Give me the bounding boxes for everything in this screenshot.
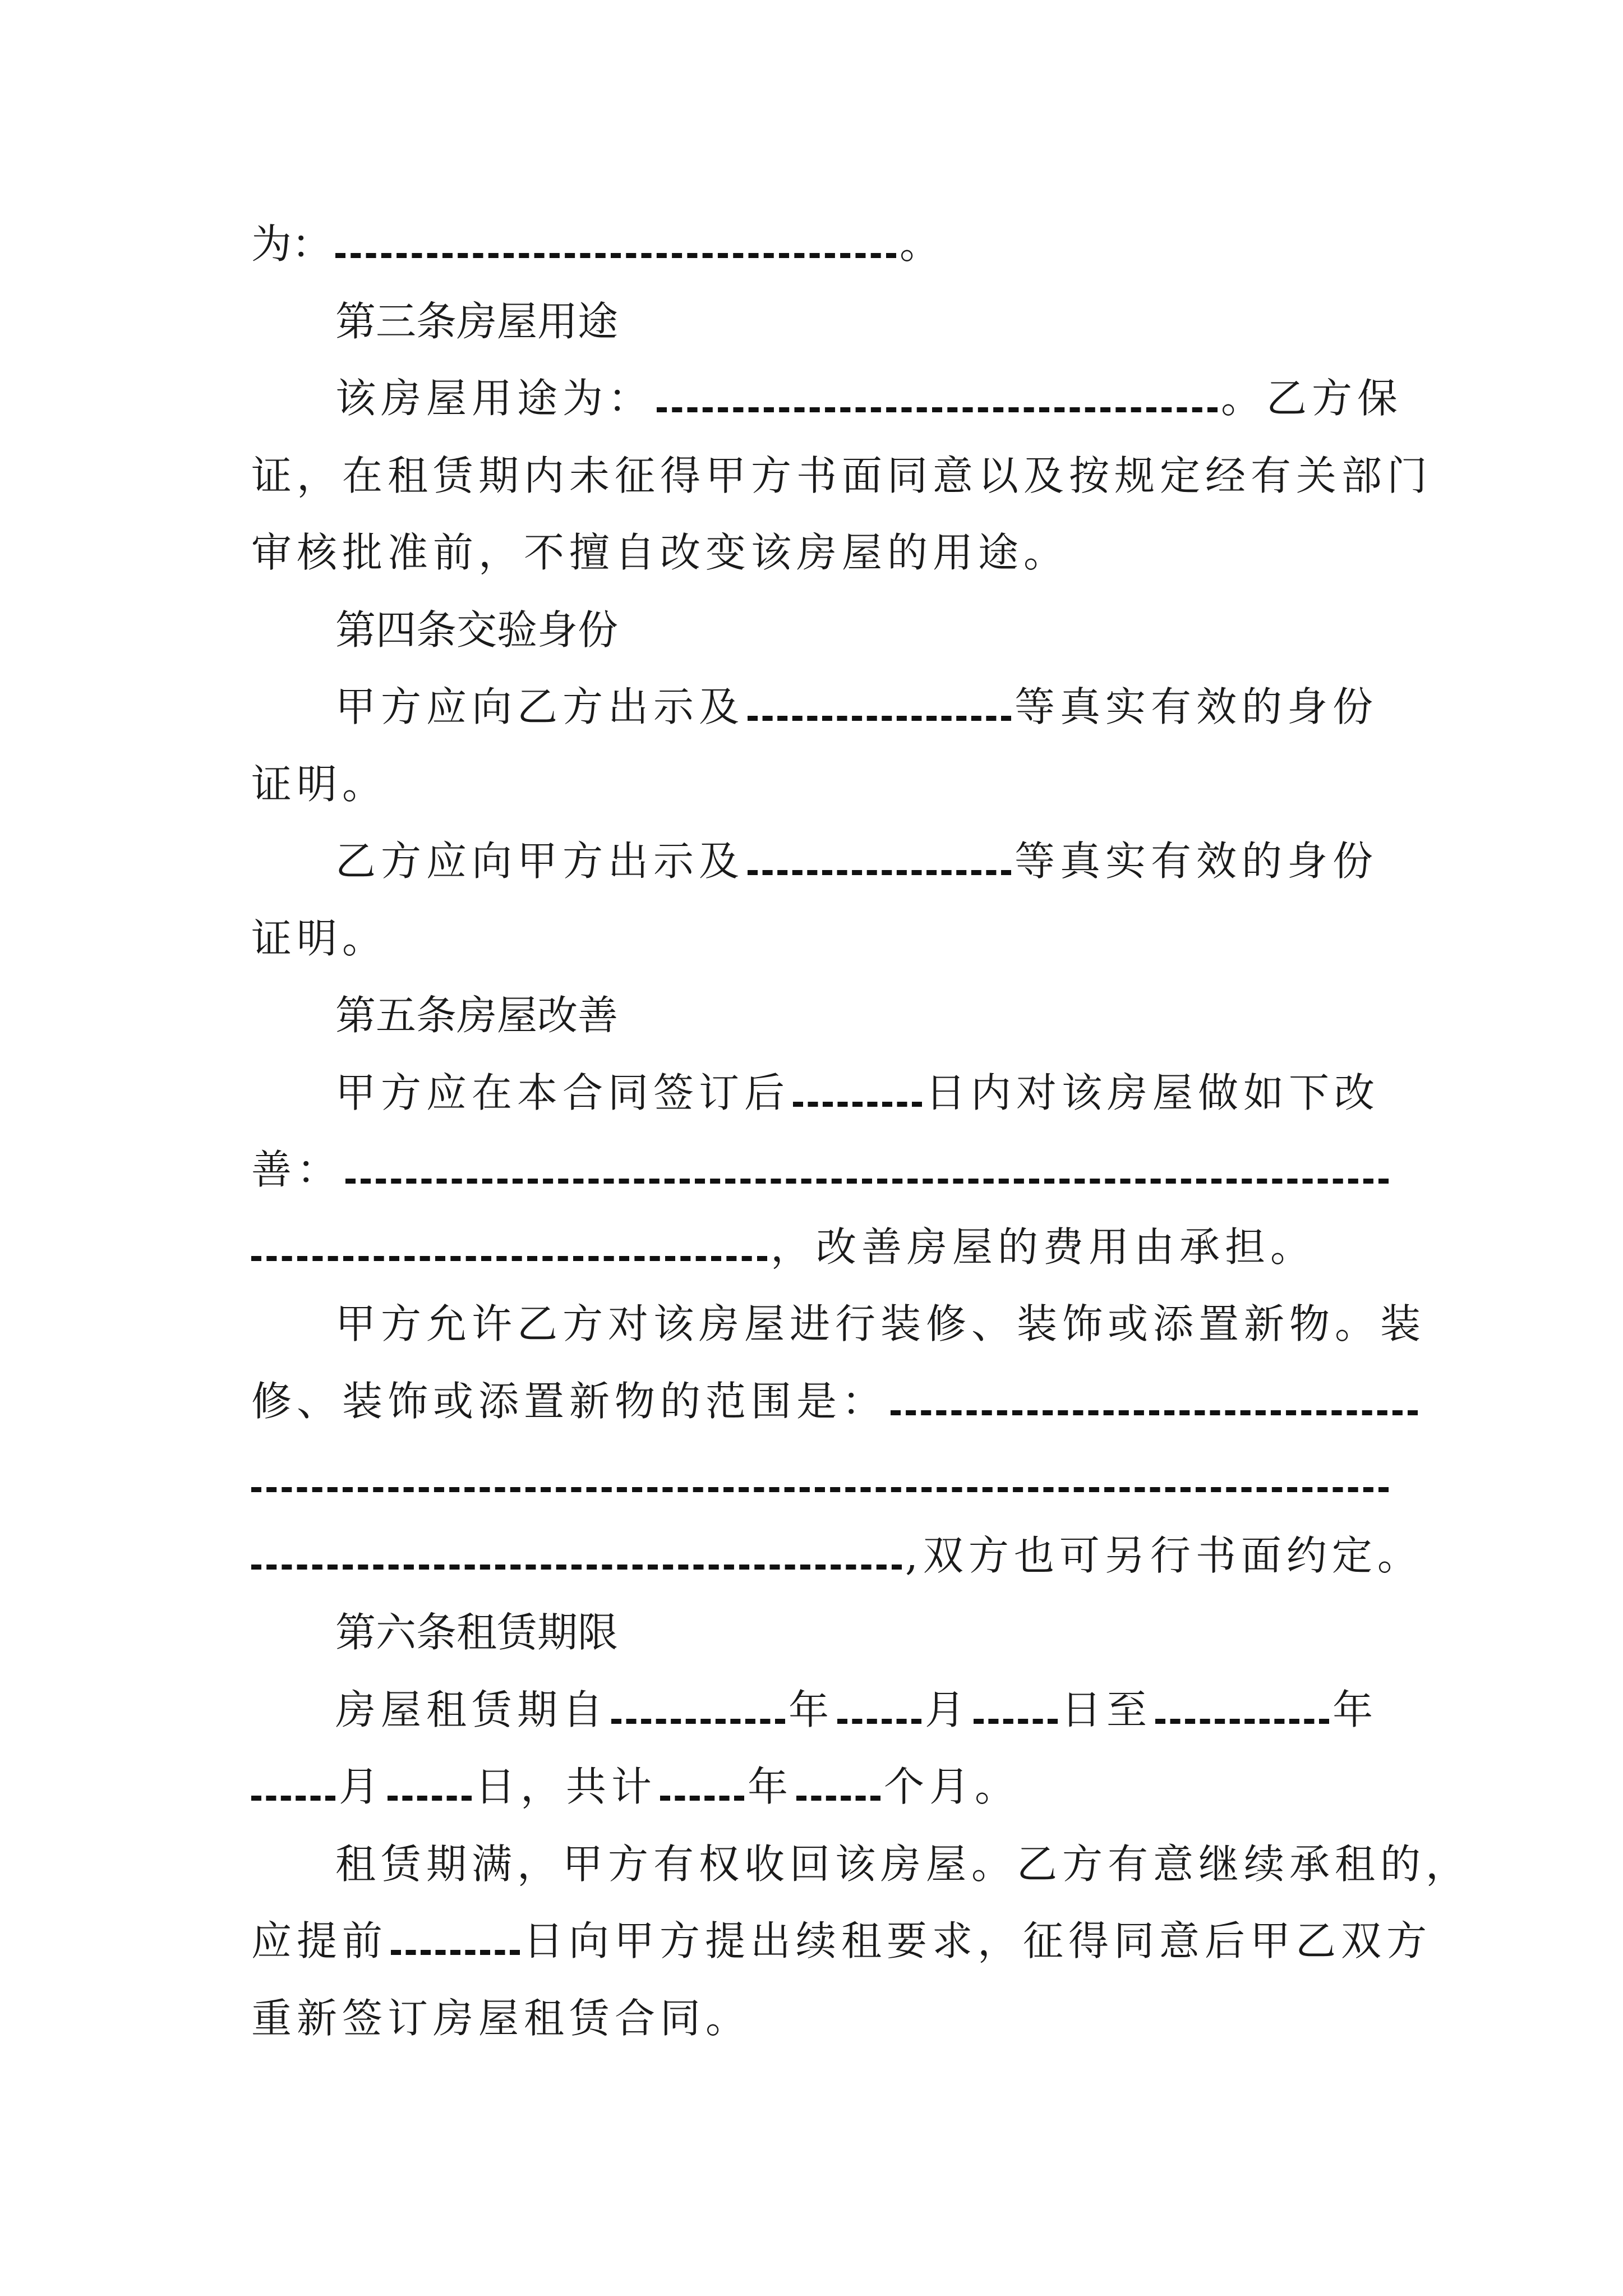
text-line xyxy=(335,365,1474,432)
text: 个月。 xyxy=(884,1763,1021,1810)
text: 年 xyxy=(789,1686,834,1733)
text-line xyxy=(335,673,1474,740)
text-line xyxy=(251,1213,1390,1281)
text: 日向甲方提出续租要求，征得同意后甲乙双方 xyxy=(523,1917,1432,1964)
blank-field xyxy=(974,1695,1058,1724)
text: 证明。 xyxy=(251,761,388,808)
section-heading-text: 第五条房屋改善 xyxy=(335,992,619,1039)
section-heading xyxy=(335,1599,1474,1666)
text: 重新签订房屋租赁合同。 xyxy=(251,1995,751,2042)
text-line xyxy=(251,1368,1390,1435)
text: 月 xyxy=(925,1686,971,1733)
text-line xyxy=(335,1830,1474,1898)
section-heading-text: 第六条租赁期限 xyxy=(335,1609,619,1656)
text-line xyxy=(335,1290,1474,1358)
blank-field xyxy=(657,383,1218,412)
text: 修、装饰或添置新物的范围是： xyxy=(251,1378,888,1425)
text-line xyxy=(335,827,1474,895)
blank-field xyxy=(251,1772,335,1801)
text-line xyxy=(251,751,1390,818)
section-heading xyxy=(335,288,1474,355)
blank-field xyxy=(251,1463,1389,1492)
text: 证，在租赁期内未征得甲方书面同意以及按规定经有关部门 xyxy=(251,452,1433,499)
text: 甲方应向乙方出示及 xyxy=(335,683,745,730)
text-line xyxy=(335,1059,1474,1126)
text-line xyxy=(251,1136,1390,1203)
text-line xyxy=(251,1907,1432,1975)
text: 乙方应向甲方出示及 xyxy=(335,838,745,885)
blank-field xyxy=(748,692,1011,721)
text: 租赁期满，甲方有权收回该房屋。乙方有意继续承租的， xyxy=(335,1841,1472,1888)
blank-field xyxy=(748,846,1011,875)
text: 甲方应在本合同签订后 xyxy=(335,1069,790,1116)
blank-field xyxy=(335,229,896,258)
blank-field xyxy=(796,1772,880,1801)
text: 善： xyxy=(251,1146,343,1193)
blank-field xyxy=(611,1695,785,1724)
text-line xyxy=(251,1522,1423,1589)
text: 审核批准前，不擅自改变该房屋的用途。 xyxy=(251,529,1069,576)
section-heading-text: 第三条房屋用途 xyxy=(335,298,619,345)
text-line xyxy=(251,1985,1390,2052)
section-heading xyxy=(335,596,1474,664)
section-heading xyxy=(335,982,1474,1049)
blank-field xyxy=(388,1772,472,1801)
blank-field xyxy=(793,1078,922,1107)
blank-field xyxy=(251,1232,767,1261)
text: 日内对该房屋做如下改 xyxy=(925,1069,1380,1116)
text: 为： xyxy=(251,220,333,268)
section-heading-text: 第四条交验身份 xyxy=(335,606,619,654)
text-line xyxy=(251,442,1433,509)
text: 。乙方保 xyxy=(1221,375,1403,422)
text-line xyxy=(251,1444,1390,1512)
text: 日，共计 xyxy=(475,1763,657,1810)
text-line xyxy=(251,1753,1390,1820)
text: 年 xyxy=(748,1763,794,1810)
text-line xyxy=(251,905,1390,972)
text-line xyxy=(251,519,1390,586)
text: 证明。 xyxy=(251,915,388,962)
text: 等真实有效的身份 xyxy=(1015,838,1378,885)
blank-field xyxy=(837,1695,921,1724)
text: 日至 xyxy=(1061,1686,1152,1733)
blank-field xyxy=(391,1926,520,1955)
blank-field xyxy=(251,1540,902,1570)
blank-field xyxy=(891,1386,1418,1415)
text: 该房屋用途为： xyxy=(335,375,654,422)
text-line xyxy=(251,210,1390,278)
blank-field xyxy=(345,1154,1389,1184)
text: 等真实有效的身份 xyxy=(1015,683,1378,730)
text-line xyxy=(335,1676,1474,1743)
text: 房屋租赁期自 xyxy=(335,1686,608,1733)
text: 。 xyxy=(900,220,940,268)
text: 应提前 xyxy=(251,1917,388,1964)
text: ,双方也可另行书面约定。 xyxy=(905,1532,1423,1579)
blank-field xyxy=(1155,1695,1329,1724)
blank-field xyxy=(660,1772,744,1801)
text: 月 xyxy=(339,1763,385,1810)
text: 年 xyxy=(1332,1686,1378,1733)
text: 甲方允许乙方对该房屋进行装修、装饰或添置新物。装 xyxy=(335,1300,1426,1347)
text: ，改善房屋的费用由承担。 xyxy=(771,1223,1316,1271)
